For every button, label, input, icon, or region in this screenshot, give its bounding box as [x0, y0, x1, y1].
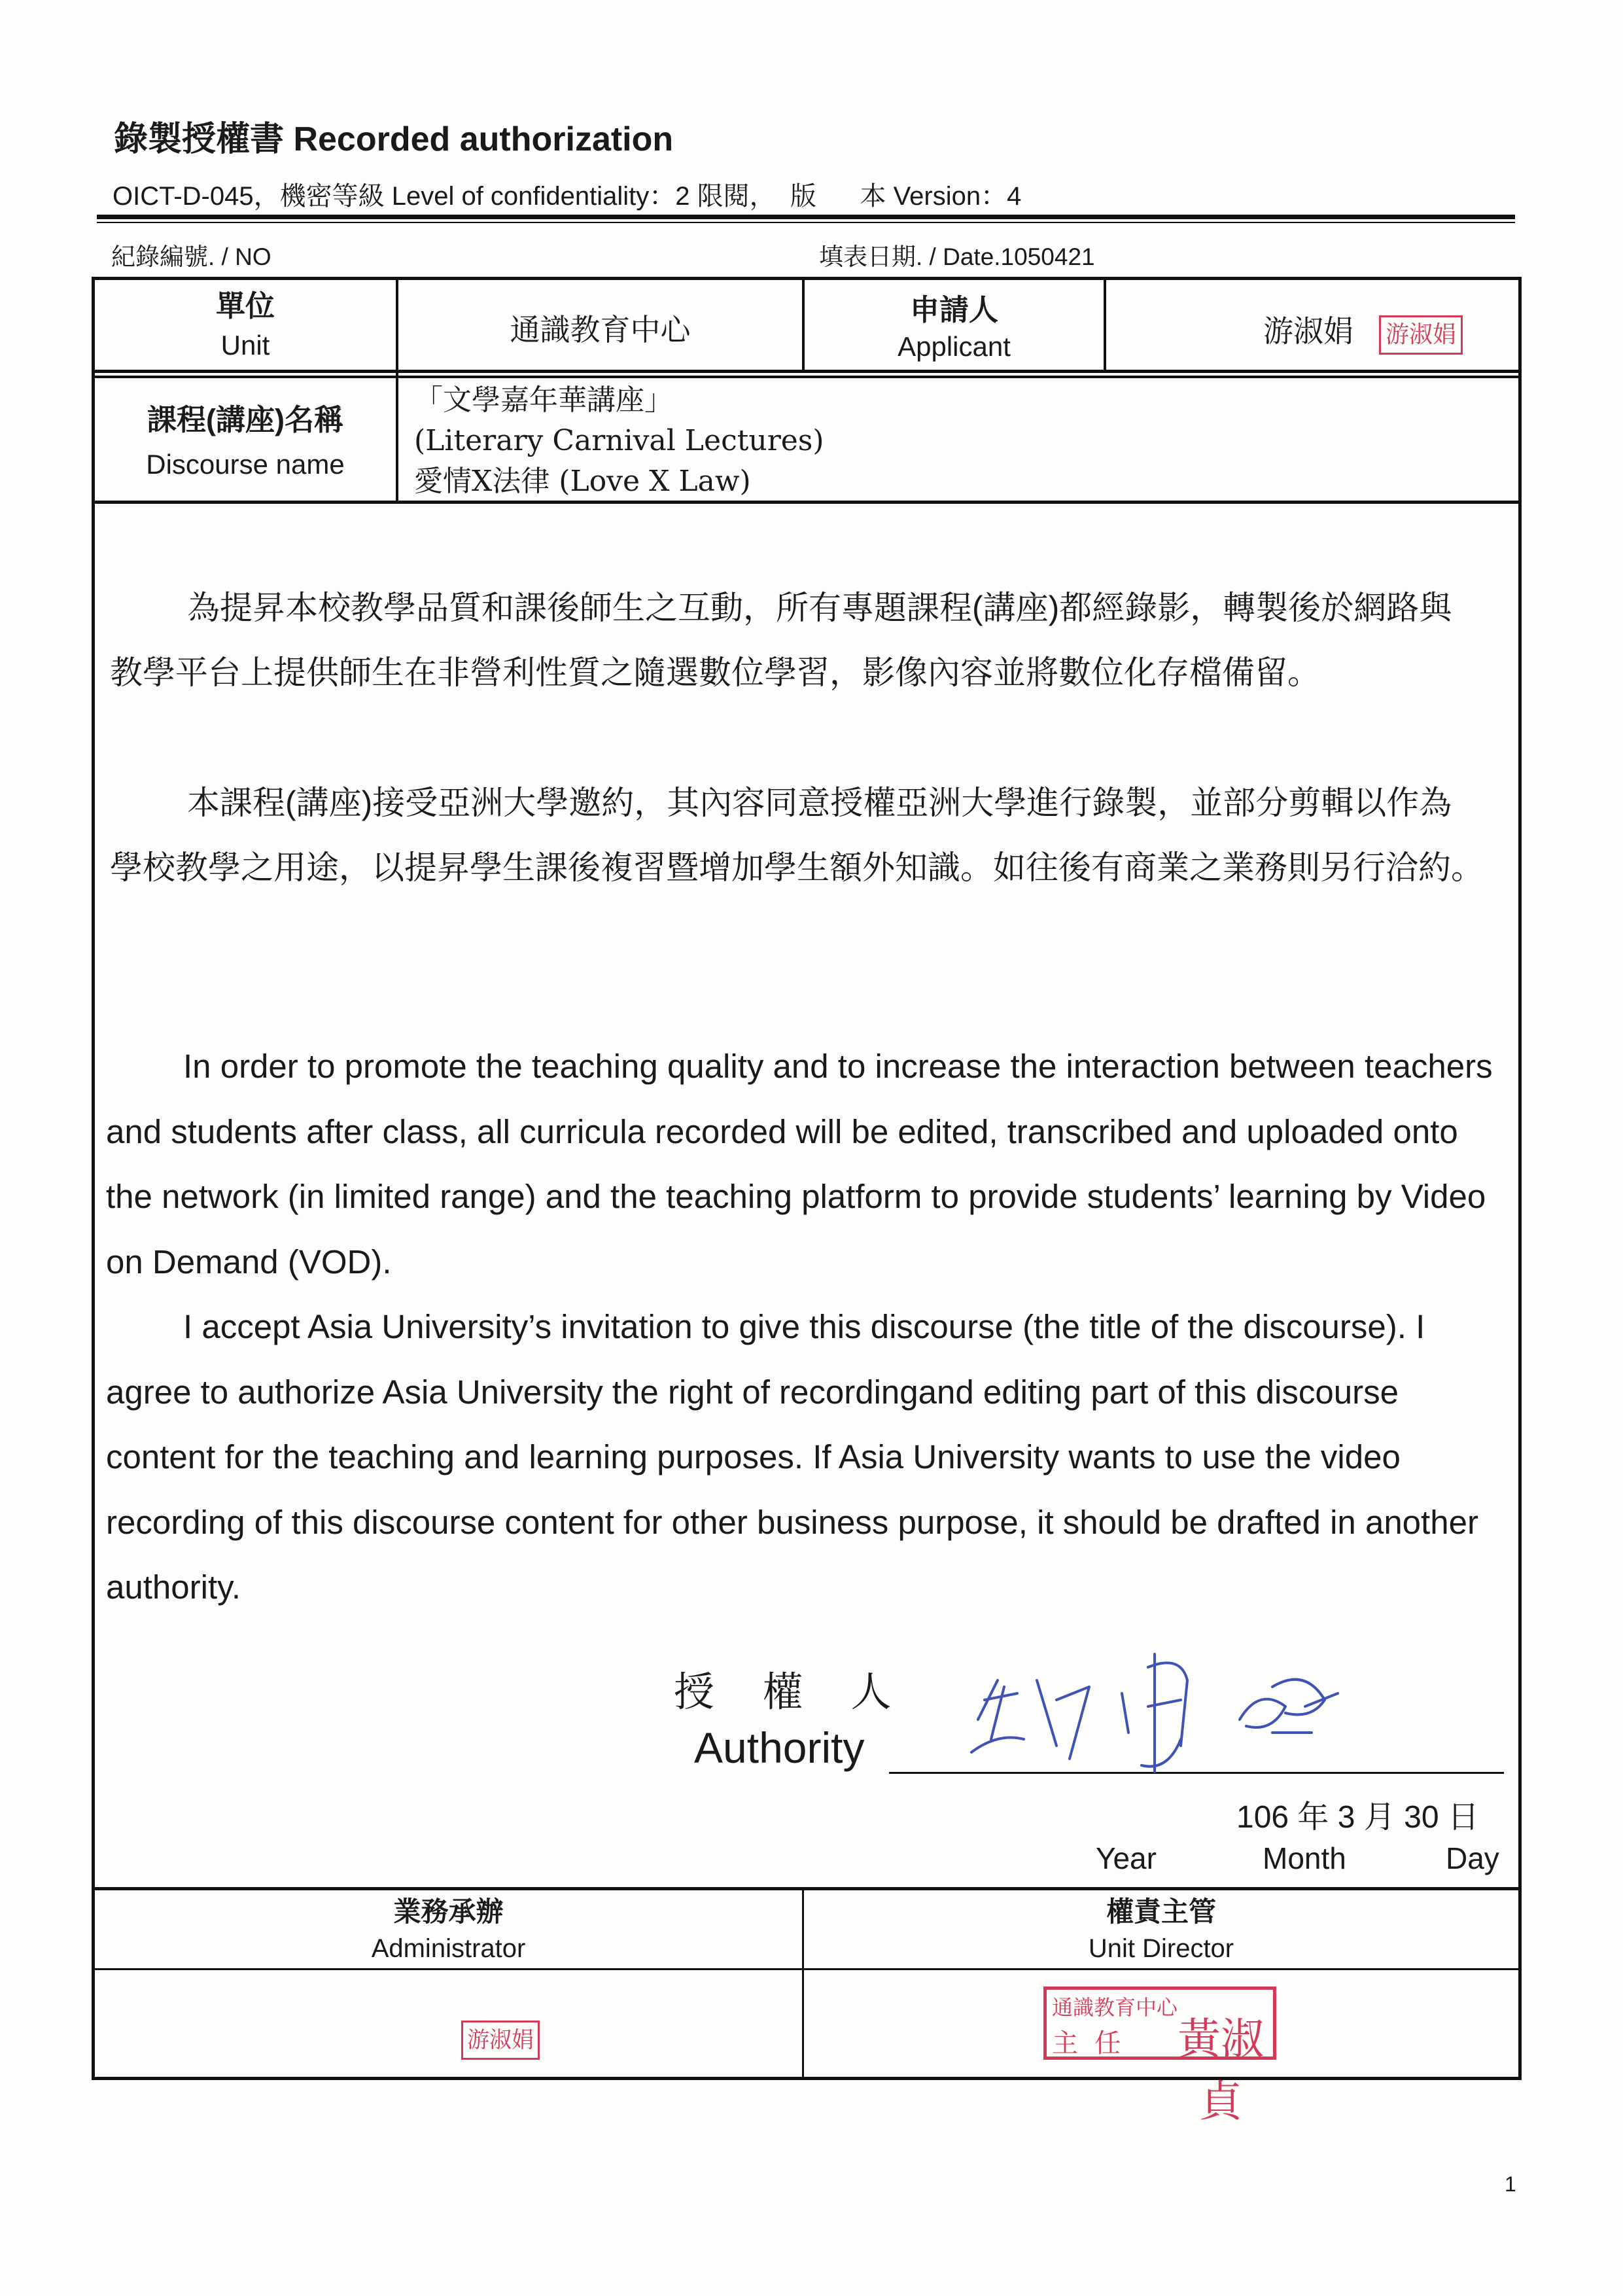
unit-director-label: 權責主管 Unit Director [1088, 1896, 1234, 1963]
zh-paragraph-2: 本課程(講座)接受亞洲大學邀約，其內容同意授權亞洲大學進行錄製，並部分剪輯以作為學校教學之用途，以提昇學生課後複習暨增加學生額外知識。如往後有商業之業務則另行洽約。 [110, 785, 1484, 886]
unit-label: 單位 Unit [215, 289, 275, 361]
fill-date: 填表日期. / Date.1050421 [819, 243, 1095, 270]
header-rule-thick [97, 215, 1515, 219]
document-title: 錄製授權書 Recorded authorization [114, 120, 674, 158]
applicant-label: 申請人 Applicant [898, 293, 1011, 362]
administrator-seal: 游淑娟 [461, 2021, 540, 2060]
row-divider [95, 1968, 1518, 1970]
course-line: 「文學嘉年華講座」 [414, 383, 673, 417]
header-rule-thin [97, 222, 1515, 223]
applicant-value: 游淑娟 [1263, 314, 1353, 348]
row-divider [95, 370, 1518, 373]
en-paragraph-1: In order to promote the teaching quality and to increase the interaction between teachers and students after class, all curricula recorded will be edited, transcribed and uploaded onto the network (in limited range) and the teaching platform to provide students’ learning by Video on Demand (VOD). [106, 1048, 1493, 1280]
course-title [414, 380, 824, 502]
month-label: Month [1263, 1841, 1346, 1875]
signing-date: 106 年 3 月 30 日 [1236, 1800, 1479, 1835]
col-divider [1104, 280, 1106, 373]
row-divider [95, 376, 1518, 378]
record-number: 紀錄編號. / NO [111, 243, 271, 270]
handwritten-signature [958, 1641, 1482, 1785]
authority-label-en: Authority [694, 1723, 865, 1772]
page-number: 1 [1505, 2172, 1516, 2196]
director-seal: 通識教育中心 主 任 黃淑貞 [1043, 1987, 1276, 2060]
en-paragraph-2: I accept Asia University’s invitation to give this discourse (the title of the discourse). I agree to authorize Asia University the right of recordingand editing part of this discourse content for the teaching and learning purposes. If Asia University wants to use the video recording of this discourse content for other business purpose, it should be drafted in another authority. [106, 1308, 1478, 1606]
form-id-line: OICT-D-045，機密等級 Level of confidentiality：2 限閱， 版 本 Version：4 [113, 182, 1022, 211]
course-line: 愛情X法律 (Love X Law) [414, 465, 751, 498]
day-label: Day [1446, 1841, 1499, 1875]
year-label: Year [1096, 1841, 1157, 1875]
course-line: (Literary Carnival Lectures) [414, 424, 824, 457]
unit-value: 通識教育中心 [510, 313, 691, 347]
row-divider [95, 1887, 1518, 1890]
authority-label-zh: 授 權 人 [674, 1670, 910, 1715]
administrator-label: 業務承辦 Administrator [371, 1896, 526, 1963]
applicant-seal: 游淑娟 [1379, 315, 1463, 355]
zh-paragraph-1: 為提昇本校教學品質和課後師生之互動，所有專題課程(講座)都經錄影，轉製後於網路與教學平台上提供師生在非營利性質之隨選數位學習，影像內容並將數位化存檔備留。 [110, 590, 1452, 691]
course-label: 課程(講座)名稱 Discourse name [146, 403, 345, 480]
